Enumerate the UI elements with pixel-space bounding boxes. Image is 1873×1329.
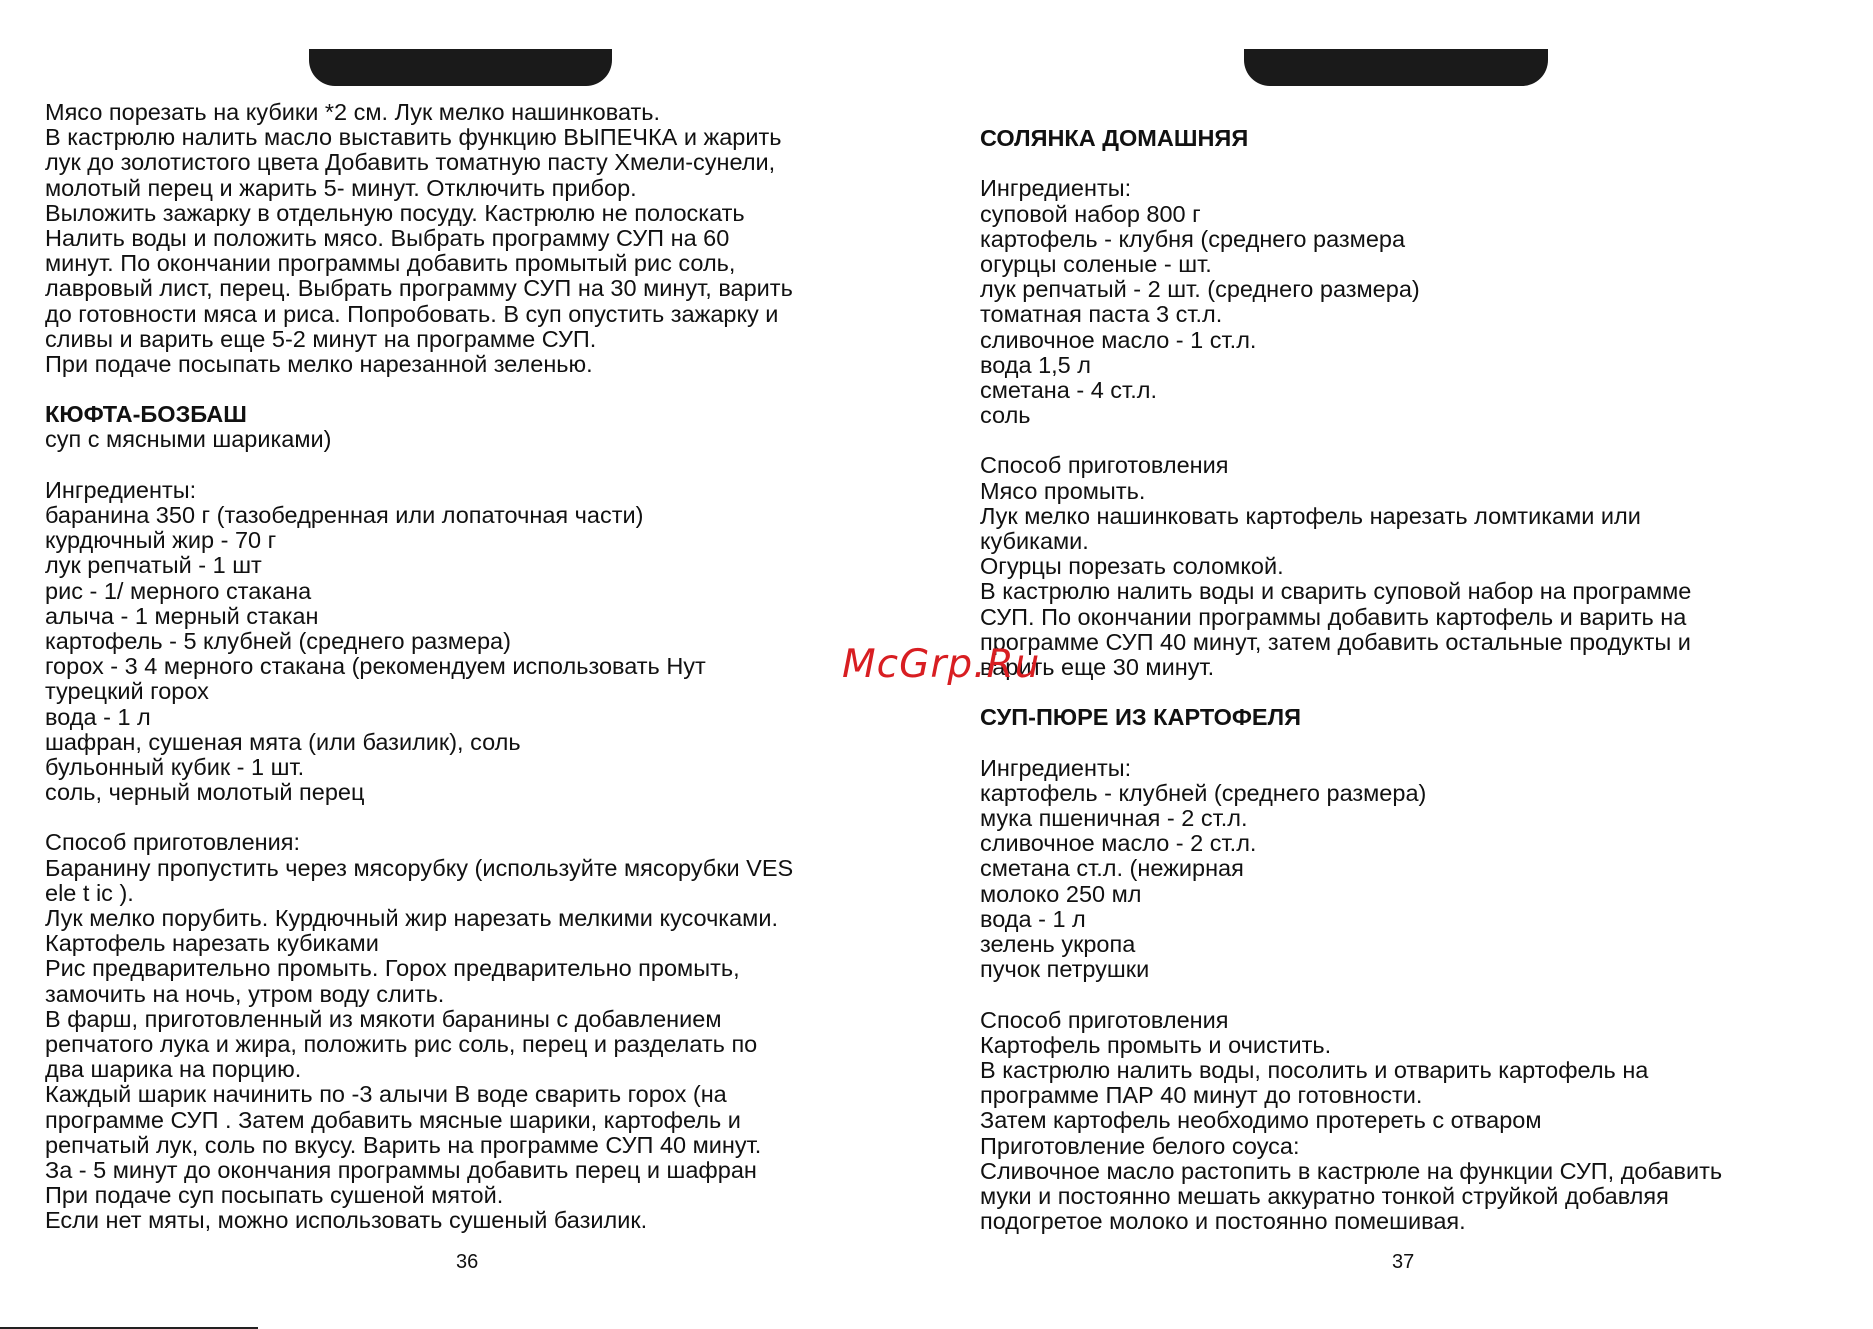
ingredient-item: картофель - 5 клубней (среднего размера)	[45, 627, 511, 654]
page-header-tab-right	[1244, 49, 1548, 86]
paragraph-line: Выложить зажарку в отдельную посуду. Кастрюлю не полоскать	[45, 199, 745, 226]
page-number-right: 37	[1392, 1251, 1415, 1273]
ingredient-item: баранина 350 г (тазобедренная или лопаточная части)	[45, 502, 644, 528]
paragraph-line: сливы и варить еще 5-2 минут на программе СУП.	[45, 325, 597, 352]
paragraph-line: Мясо порезать на кубики *2 см. Лук мелко нашинковать.	[45, 99, 661, 125]
method-line: Лук мелко нашинковать картофель нарезать ломтиками или	[980, 502, 1641, 529]
ingredient-item: сметана - 4 ст.л.	[980, 376, 1157, 403]
ingredient-item: сливочное масло - 1 ст.л.	[980, 326, 1257, 353]
method-line: За - 5 минут до окончания программы добавить перец и шафран	[45, 1156, 757, 1183]
method-label: Способ приготовления	[980, 452, 1229, 479]
ingredient-item: соль	[980, 402, 1031, 429]
ingredient-item: зелень укропа	[980, 931, 1136, 957]
recipe-title: СОЛЯНКА ДОМАШНЯЯ	[980, 125, 1249, 151]
method-line: ele t ic ).	[45, 879, 134, 906]
blank-line	[980, 982, 1873, 1007]
page-number-left: 36	[456, 1251, 479, 1273]
method-line: Если нет мяты, можно использовать сушеный базилик.	[45, 1207, 648, 1234]
ingredient-item: пучок петрушки	[980, 956, 1150, 983]
method-line: программе ПАР 40 минут до готовности.	[980, 1082, 1423, 1109]
method-line: Сливочное масло растопить в кастрюле на функции СУП, добавить	[980, 1157, 1723, 1184]
method-line: Картофель промыть и очистить.	[980, 1031, 1332, 1058]
ingredients-label: Ингредиенты:	[45, 476, 197, 503]
method-line: В кастрюлю налить воды и сварить суповой набор на программе	[980, 578, 1692, 605]
left-page	[45, 100, 945, 1233]
method-line: репчатого лука и жира, положить рис соль, перец и разделать по	[45, 1030, 758, 1057]
right-page	[980, 126, 1873, 1234]
ingredient-item: алыча - 1 мерный стакан	[45, 602, 319, 629]
ingredient-item: суповой набор 800 г	[980, 200, 1201, 227]
method-line: варить еще 30 минут.	[980, 653, 1215, 680]
ingredients-label: Ингредиенты:	[980, 175, 1132, 202]
ingredient-item: бульонный кубик - 1 шт.	[45, 753, 305, 780]
method-line: При подаче суп посыпать сушеной мятой.	[45, 1182, 504, 1209]
method-line: Затем картофель необходимо протереть с отваром	[980, 1107, 1542, 1134]
blank-line	[980, 680, 1873, 705]
method-line: муки и постоянно мешать аккуратно тонкой струйкой добавляя	[980, 1182, 1669, 1209]
ingredient-item: картофель - клубня (среднего размера	[980, 225, 1406, 252]
blank-line	[45, 377, 945, 402]
method-line: Лук мелко порубить. Курдючный жир нарезать мелкими кусочками.	[45, 905, 778, 931]
paragraph-line: лавровый лист, перец. Выбрать программу СУП на 30 минут, варить	[45, 275, 793, 302]
ingredient-item: картофель - клубней (среднего размера)	[980, 779, 1427, 806]
page-header-tab-left	[309, 49, 612, 86]
method-line: Огурцы порезать соломкой.	[980, 553, 1284, 580]
watermark: McGrp.Ru	[842, 642, 1041, 687]
method-line: замочить на ночь, утром воду слить.	[45, 980, 445, 1007]
ingredient-item: горох - 3 4 мерного стакана (рекомендуем использовать Нут	[45, 653, 706, 680]
ingredient-item: мука пшеничная - 2 ст.л.	[980, 805, 1248, 832]
method-line: Мясо промыть.	[980, 477, 1146, 504]
ingredient-item: курдючный жир - 70 г	[45, 527, 277, 554]
recipe-subtitle: суп с мясными шариками)	[45, 426, 332, 453]
method-line: СУП. По окончании программы добавить картофель и варить на	[980, 603, 1687, 630]
paragraph-line: В кастрюлю налить масло выставить функцию ВЫПЕЧКА и жарить	[45, 124, 782, 151]
recipe-title: СУП-ПЮРЕ ИЗ КАРТОФЕЛЯ	[980, 704, 1301, 731]
blank-line	[980, 151, 1873, 176]
ingredient-item: сливочное масло - 2 ст.л.	[980, 830, 1257, 857]
ingredients-label: Ингредиенты:	[980, 754, 1132, 781]
method-line: В кастрюлю налить воды, посолить и отварить картофель на	[980, 1056, 1649, 1083]
method-line: репчатый лук, соль по вкусу. Варить на программе СУП 40 минут.	[45, 1131, 762, 1158]
paragraph-line: до готовности мяса и риса. Попробовать. В суп опустить зажарку и	[45, 300, 779, 327]
ingredient-item: шафран, сушеная мята (или базилик), соль	[45, 728, 521, 755]
blank-line	[980, 428, 1873, 453]
paragraph-line: лук до золотистого цвета Добавить томатную пасту Хмели-сунели,	[45, 149, 776, 176]
blank-line	[45, 453, 945, 478]
method-line: Рис предварительно промыть. Горох предварительно промыть,	[45, 955, 740, 982]
ingredient-item: лук репчатый - 1 шт	[45, 552, 262, 579]
ingredient-item: турецкий горох	[45, 678, 209, 705]
ingredient-item: сметана ст.л. (нежирная	[980, 855, 1244, 882]
paragraph-line: Налить воды и положить мясо. Выбрать программу СУП на 60	[45, 224, 730, 251]
paragraph-line: При подаче посыпать мелко нарезанной зеленью.	[45, 350, 593, 377]
method-line: Баранину пропустить через мясорубку (используйте мясорубки VES	[45, 854, 794, 881]
method-line: программе СУП 40 минут, затем добавить остальные продукты и	[980, 628, 1691, 655]
method-line: подогретое молоко и постоянно помешивая.	[980, 1208, 1466, 1235]
ingredient-item: вода 1,5 л	[980, 351, 1091, 378]
blank-line	[980, 731, 1873, 756]
method-label: Способ приготовления:	[45, 829, 301, 856]
method-line: кубиками.	[980, 528, 1089, 554]
method-label: Способ приготовления	[980, 1006, 1229, 1033]
method-line: Каждый шарик начинить по -3 алычи В воде сварить горох (на	[45, 1081, 727, 1108]
method-line: программе СУП . Затем добавить мясные шарики, картофель и	[45, 1106, 741, 1133]
paragraph-line: молотый перец и жарить 5- минут. Отключить прибор.	[45, 174, 637, 201]
ingredient-item: огурцы соленые - шт.	[980, 250, 1212, 277]
method-line: В фарш, приготовленный из мякоти баранины с добавлением	[45, 1005, 722, 1032]
recipe-title: КЮФТА-БОЗБАШ	[45, 401, 247, 428]
ingredient-item: соль, черный молотый перец	[45, 779, 365, 806]
ingredient-item: рис - 1/ мерного стакана	[45, 577, 312, 604]
ingredient-item: вода - 1 л	[980, 905, 1086, 932]
ingredient-item: томатная паста 3 ст.л.	[980, 301, 1223, 328]
ingredient-item: вода - 1 л	[45, 703, 151, 730]
paragraph-line: минут. По окончании программы добавить промытый рис соль,	[45, 250, 736, 277]
ingredient-item: лук репчатый - 2 шт. (среднего размера)	[980, 276, 1420, 303]
method-line: два шарика на порцию.	[45, 1056, 302, 1083]
method-line: Картофель нарезать кубиками	[45, 930, 379, 957]
ingredient-item: молоко 250 мл	[980, 880, 1142, 907]
blank-line	[45, 805, 945, 830]
method-line: Приготовление белого соуса:	[980, 1132, 1300, 1159]
